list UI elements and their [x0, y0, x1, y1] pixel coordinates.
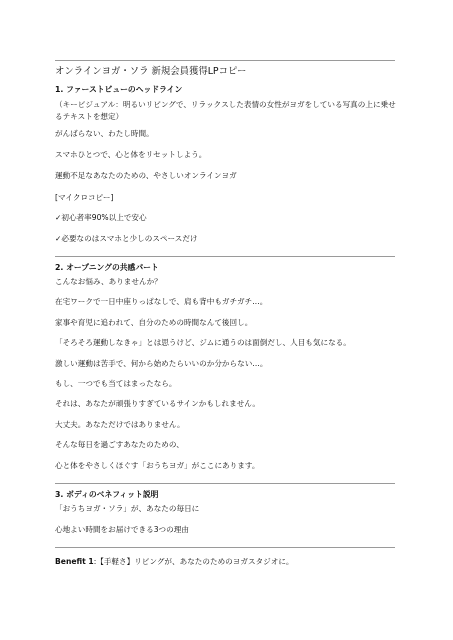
headline-line: がんばらない、わたし時間。	[55, 129, 154, 138]
divider	[55, 483, 395, 484]
benefit-intro-line: 「おうちヨガ・ソラ」が、あなたの毎日に	[55, 504, 200, 513]
benefit-intro-line: 心地よい時間をお届けできる3つの理由	[55, 525, 189, 534]
divider	[55, 256, 395, 257]
headline-line: 運動不足なあなたのための、やさしいオンラインヨガ	[55, 171, 237, 180]
divider	[55, 547, 395, 548]
microcopy-label: [マイクロコピー]	[55, 193, 114, 202]
divider	[55, 60, 395, 61]
empathy-line: こんなお悩み、ありませんか？	[55, 277, 162, 286]
benefit-1	[55, 557, 294, 567]
section-heading-2: 2. オープニングの共感パート	[55, 263, 159, 272]
empathy-line: それは、あなたが頑張りすぎているサインかもしれません。	[55, 399, 260, 408]
section-heading-1: 1. ファーストビューのヘッドライン	[55, 85, 183, 94]
empathy-line: 「そろそろ運動しなきゃ」とは思うけど、ジムに通うのは面倒だし、人目も気になる。	[55, 338, 351, 347]
section-heading-3: 3. ボディのベネフィット説明	[55, 490, 159, 499]
empathy-line: 心と体をやさしくほぐす「おうちヨガ」がここにあります。	[55, 461, 260, 470]
benefit-1-text: :【手軽さ】リビングが、あなたのためのヨガスタジオに。	[93, 557, 294, 566]
document-title: オンラインヨガ・ソラ 新規会員獲得LPコピー	[55, 66, 247, 77]
microcopy-item: ✓必要なのはスマホと少しのスペースだけ	[55, 234, 198, 243]
empathy-line: 大丈夫。あなただけではありません。	[55, 420, 185, 429]
visual-note: （キービジュアル：明るいリビングで、リラックスした表情の女性がヨガをしている写真の上に乗せるテキストを想定）	[55, 100, 396, 121]
empathy-line: 在宅ワークで一日中座りっぱなしで、肩も背中もガチガチ…。	[55, 297, 268, 306]
headline-line: スマホひとつで、心と体をリセットしよう。	[55, 150, 207, 159]
benefit-1-label: Benefit 1	[55, 557, 94, 566]
empathy-line: そんな毎日を過ごすあなたのための、	[55, 440, 184, 449]
empathy-line: 家事や育児に追われて、自分のための時間なんて後回し。	[55, 318, 253, 327]
empathy-line: もし、一つでも当てはまったなら。	[55, 379, 177, 388]
empathy-line: 激しい運動は苦手で、何から始めたらいいのか分からない…。	[55, 359, 268, 368]
microcopy-item: ✓初心者率90%以上で安心	[55, 213, 147, 222]
